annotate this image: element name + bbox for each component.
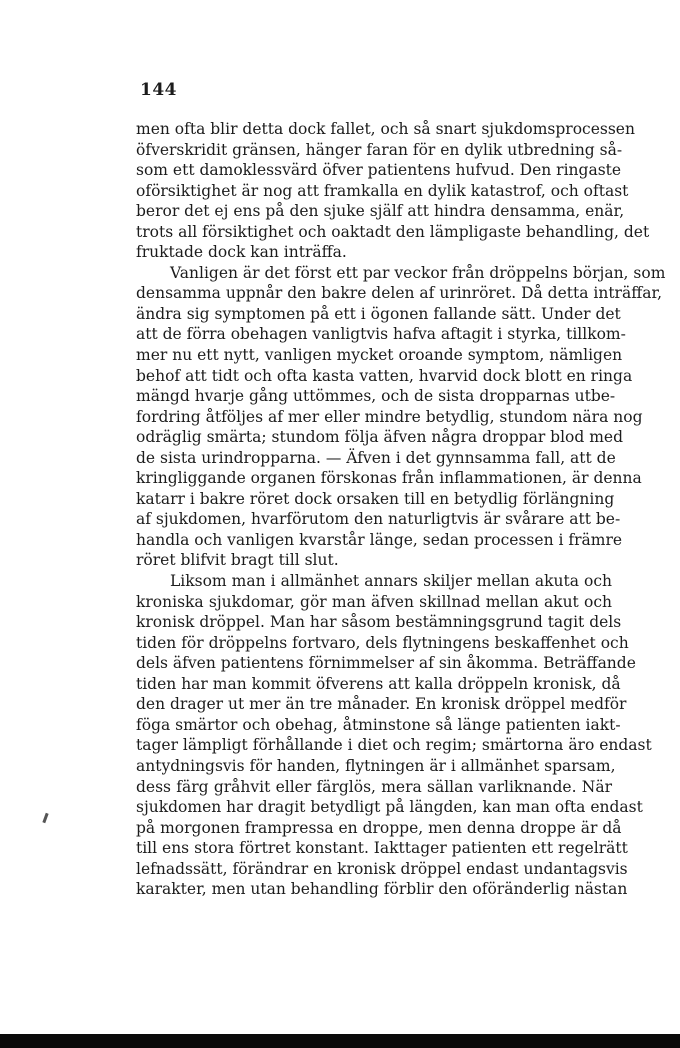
margin-pencil-mark [42, 813, 48, 823]
text-line: antydningsvis för handen, flytningen är i allmänhet sparsam, [136, 756, 616, 775]
text-line: ändra sig symptomen på ett i ögonen fallande sätt. Under det [136, 304, 621, 323]
text-line: karakter, men utan behandling förblir den oföränderlig nästan [136, 880, 628, 899]
text-line: kroniska sjukdomar, gör man äfven skillnad mellan akut och [136, 592, 612, 611]
text-line: kronisk dröppel. Man har såsom bestämningsgrund tagit dels [136, 613, 622, 632]
page-number: 144 [140, 80, 177, 100]
text-line: de sista urindropparna. — Äfven i det gynnsamma fall, att de [136, 448, 616, 467]
text-line: fruktade dock kan inträffa. [136, 243, 347, 262]
text-line: att de förra obehagen vanligtvis hafva aftagit i styrka, tillkom- [136, 325, 626, 344]
text-line: tiden för dröppelns fortvaro, dels flytningens beskaffenhet och [136, 633, 629, 652]
text-line: odräglig smärta; stundom följa äfven några droppar blod med [136, 428, 624, 447]
text-line: på morgonen frampressa en droppe, men denna droppe är då [136, 818, 622, 837]
text-line: Vanligen är det först ett par veckor från dröppelns början, som [170, 263, 666, 282]
text-line: dess färg gråhvit eller färglös, mera sällan varliknande. När [136, 777, 612, 796]
text-line: öfverskridit gränsen, hänger faran för en dylik utbredning så- [136, 140, 623, 159]
text-line: dels äfven patientens förnimmelser af sin åkomma. Beträffande [136, 654, 636, 673]
text-line: densamma uppnår den bakre delen af urinröret. Då detta inträffar, [136, 284, 663, 303]
text-line: till ens stora förtret konstant. Iakttager patienten ett regelrätt [136, 839, 628, 858]
text-line: af sjukdomen, hvarförutom den naturligtvis är svårare att be- [136, 510, 621, 529]
text-line: föga smärtor och obehag, åtminstone så länge patienten iakt- [136, 715, 621, 734]
text-line: katarr i bakre röret dock orsaken till en betydlig förlängning [136, 489, 615, 508]
text-line: lefnadssätt, förändrar en kronisk dröppel endast undantagsvis [136, 859, 628, 878]
text-line: tiden har man kommit öfverens att kalla dröppeln kronisk, då [136, 674, 621, 693]
text-line: den drager ut mer än tre månader. En kronisk dröppel medför [136, 695, 627, 714]
text-line: Liksom man i allmänhet annars skiljer mellan akuta och [170, 572, 612, 591]
text-line: mängd hvarje gång uttömmes, och de sista dropparnas utbe- [136, 387, 616, 406]
text-line: kringliggande organen förskonas från inflammationen, är denna [136, 469, 642, 488]
text-line: sjukdomen har dragit betydligt på längden, kan man ofta endast [136, 798, 643, 817]
text-line: mer nu ett nytt, vanligen mycket oroande symptom, nämligen [136, 346, 623, 365]
text-line: tager lämpligt förhållande i diet och regim; smärtorna äro endast [136, 736, 652, 755]
text-line: men oftа blir detta dock fallet, och så snart sjukdomsprocessen [136, 120, 635, 138]
text-line: trots all försiktighet och oaktadt den lämpligaste behandling, det [136, 222, 650, 241]
body-text [136, 119, 666, 900]
text-line: oförsiktighet är nog att framkalla en dylik katastrof, och oftast [136, 181, 629, 200]
text-line: behof att tidt och ofta kasta vatten, hvarvid dock blott en ringa [136, 366, 633, 385]
text-line: beror det ej ens på den sjuke själf att hindra densamma, enär, [136, 202, 625, 221]
text-line: handla och vanligen kvarstår länge, sedan processen i främre [136, 530, 623, 549]
text-line: fordring åtföljes af mer eller mindre betydlig, stundom nära nog [136, 407, 643, 426]
scan-bottom-edge [0, 1034, 680, 1048]
text-line: som ett damoklessvärd öfver patientens hufvud. Den ringaste [136, 161, 622, 180]
text-line: röret blifvit bragt till slut. [136, 551, 339, 570]
